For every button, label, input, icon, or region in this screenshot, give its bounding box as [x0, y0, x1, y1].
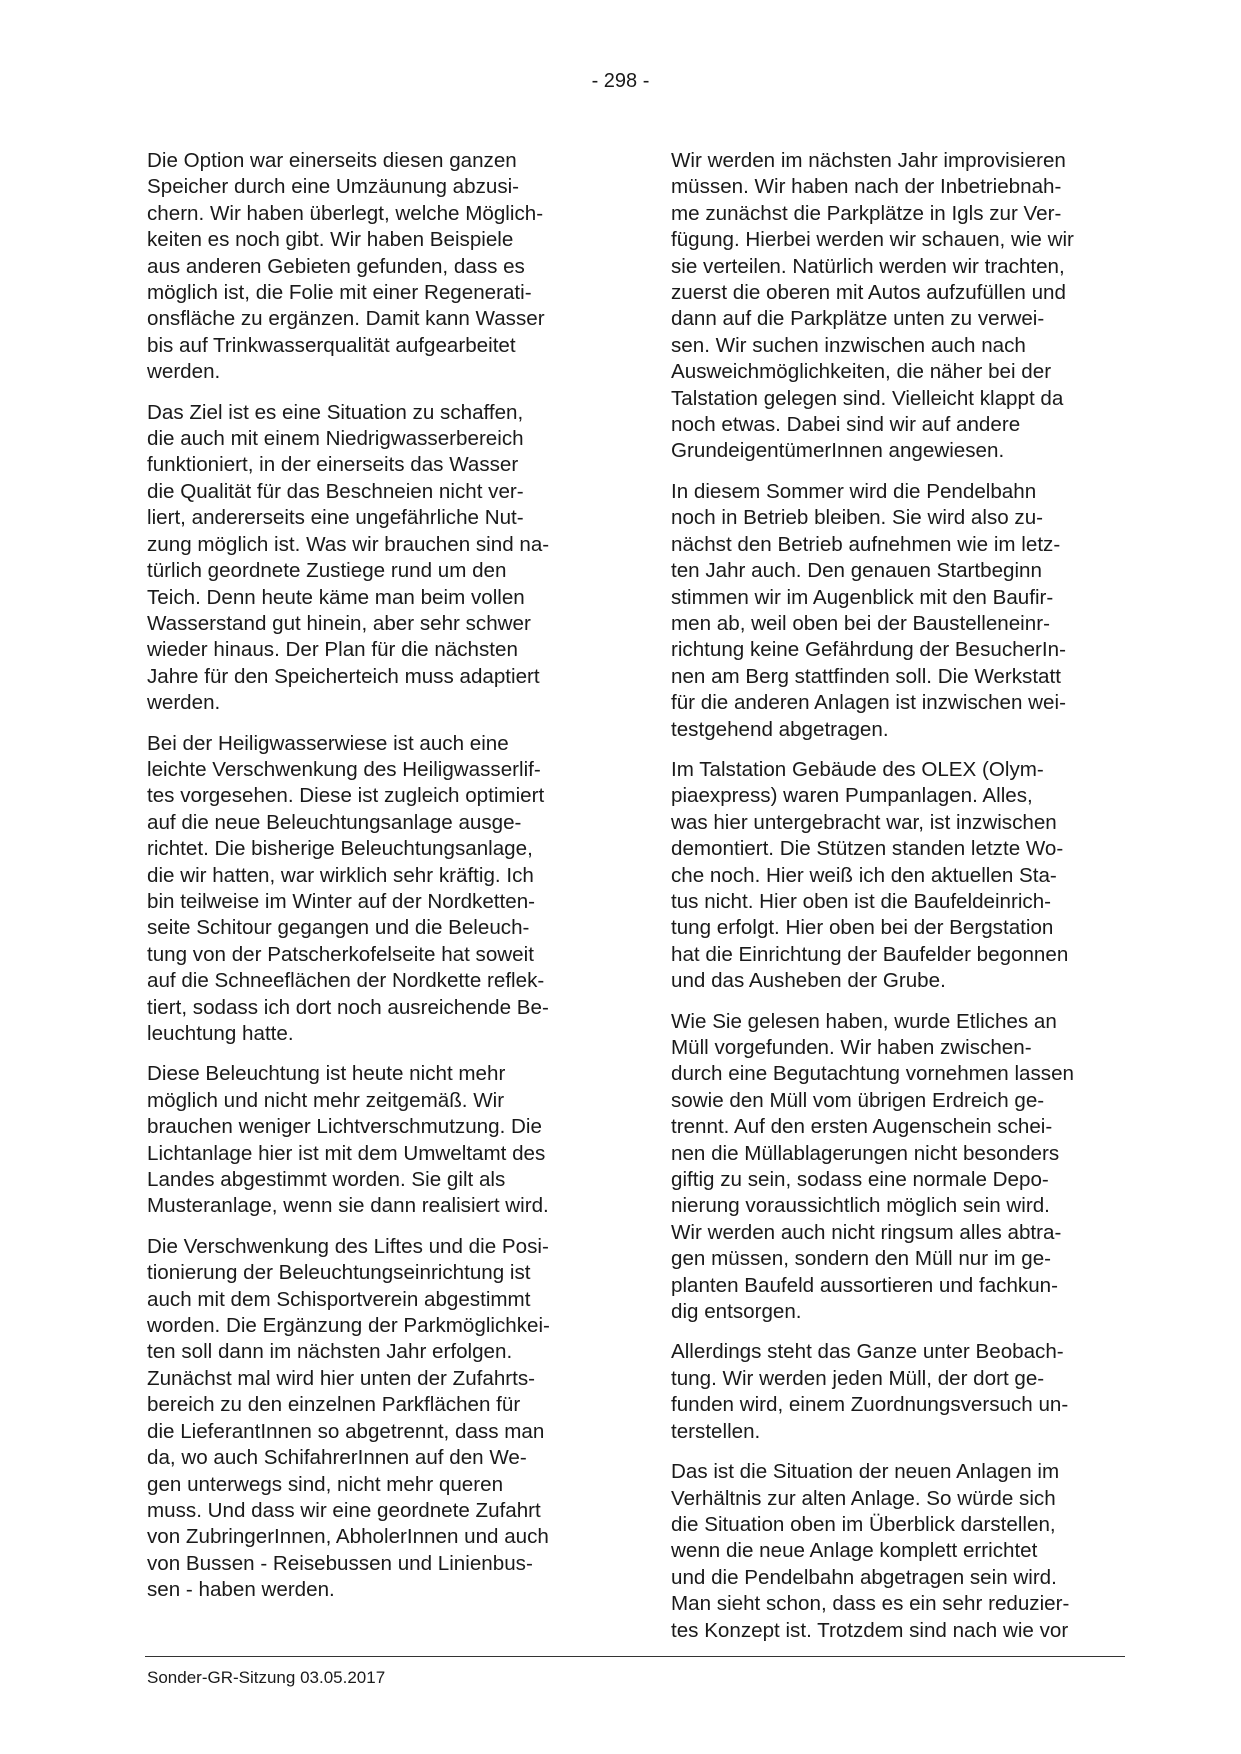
footer-text: Sonder-GR-Sitzung 03.05.2017	[147, 1668, 386, 1687]
paragraph: Diese Beleuchtung ist heute nicht mehr möglich und nicht mehr zeitgemäß. Wir brauchen weniger Lichtverschmutzung. Die Lichtanlage hier ist mit dem Umweltamt des Landes abgestimmt worden. Sie gilt als Musteranlage, wenn sie dann realisiert wird.	[147, 1062, 549, 1218]
paragraph: Die Verschwenkung des Liftes und die Posi- tionierung der Beleuchtungseinrichtung ist auch mit dem Schisportverein abgestimmt worden. Die Ergänzung der Parkmöglichkei- ten soll dann im nächsten Jahr erfolgen. Zunächst mal wird hier unten der Zufahrts- bereich zu den einzelnen Parkflächen für die LieferantInnen so abgetrennt, dass man da, wo auch SchifahrerInnen auf den We- gen unterwegs sind, nicht mehr queren muss. Und dass wir eine geordnete Zufahrt von ZubringerInnen, AbholerInnen und auch von Bussen - Reisebussen und Linienbus- sen - haben werden.	[147, 1234, 550, 1602]
paragraph: Wie Sie gelesen haben, wurde Etliches an Müll vorgefunden. Wir haben zwischen- durch eine Begutachtung vornehmen lassen sowie den Müll vom übrigen Erdreich ge- trennt. Auf den ersten Augenschein schei- nen die Müllablagerungen nicht besonders giftig zu sein, sodass eine normale Depo- nierung voraussichtlich möglich sein wird. Wir werden auch nicht ringsum alles abtra- gen müssen, sondern den Müll nur im ge- planten Baufeld aussortieren und fachkun- dig entsorgen.	[671, 1009, 1074, 1324]
paragraph: In diesem Sommer wird die Pendelbahn noch in Betrieb bleiben. Sie wird also zu- nächst den Betrieb aufnehmen wie im letz- ten Jahr auch. Den genauen Startbeginn stimmen wir im Augenblick mit den Baufir- men ab, weil oben bei der Baustelleneinr- richtung keine Gefährdung der BesucherIn- nen am Berg stattfinden soll. Die Werkstatt für die anderen Anlagen ist inzwischen wei- testgehend abgetragen.	[671, 479, 1066, 741]
paragraph: Wir werden im nächsten Jahr improvisieren müssen. Wir haben nach der Inbetriebnah- me zunächst die Parkplätze in Igls zur Ver- fügung. Hierbei werden wir schauen, wie wir sie verteilen. Natürlich werden wir trachten, zuerst die oberen mit Autos aufzufüllen und dann auf die Parkplätze unten zu verwei- sen. Wir suchen inzwischen auch nach Ausweichmöglichkeiten, die näher bei der Talstation gelegen sind. Vielleicht klappt da noch etwas. Dabei sind wir auf andere GrundeigentümerInnen angewiesen.	[671, 149, 1074, 463]
paragraph: Im Talstation Gebäude des OLEX (Olym- piaexpress) waren Pumpanlagen. Alles, was hier untergebracht war, ist inzwischen demontiert. Die Stützen standen letzte Wo- che noch. Hier weiß ich den aktuellen Sta- tus nicht. Hier oben ist die Baufeldeinrich- tung erfolgt. Hier oben bei der Bergstation hat die Einrichtung der Baufelder begonnen und das Ausheben der Grube.	[671, 757, 1069, 993]
paragraph: Das ist die Situation der neuen Anlagen im Verhältnis zur alten Anlage. So würde sich die Situation oben im Überblick darstellen, wenn die neue Anlage komplett errichtet und die Pendelbahn abgetragen sein wird. Man sieht schon, dass es ein sehr reduzier- tes Konzept ist. Trotzdem sind nach wie vor	[671, 1460, 1070, 1642]
left-column	[147, 148, 599, 1618]
footer-divider	[145, 1656, 1125, 1657]
paragraph: Die Option war einerseits diesen ganzen Speicher durch eine Umzäunung abzusi- chern. Wir haben überlegt, welche Möglich- keiten es noch gibt. Wir haben Beispiele aus anderen Gebieten gefunden, dass es möglich ist, die Folie mit einer Regenerati- onsfläche zu ergänzen. Damit kann Wasser bis auf Trinkwasserqualität aufgearbeitet werden.	[147, 149, 545, 384]
right-column	[671, 148, 1123, 1658]
paragraph: Das Ziel ist es eine Situation zu schaffen, die auch mit einem Niedrigwasserbereich funktioniert, in der einerseits das Wasser die Qualität für das Beschneien nicht ver- liert, andererseits eine ungefährliche Nut- zung möglich ist. Was wir brauchen sind na- türlich geordnete Zustiege rund um den Teich. Denn heute käme man beim vollen Wasserstand gut hinein, aber sehr schwer wieder hinaus. Der Plan für die nächsten Jahre für den Speicherteich muss adaptiert werden.	[147, 400, 550, 715]
paragraph: Allerdings steht das Ganze unter Beobach- tung. Wir werden jeden Müll, der dort ge- funden wird, einem Zuordnungsversuch un- terstellen.	[671, 1340, 1069, 1443]
paragraph: Bei der Heiligwasserwiese ist auch eine leichte Verschwenkung des Heiligwasserlif- tes vorgesehen. Diese ist zugleich optimiert auf die neue Beleuchtungsanlage ausge- richtet. Die bisherige Beleuchtungsanlage, die wir hatten, war wirklich sehr kräftig. Ich bin teilweise im Winter auf der Nordketten- seite Schitour gegangen und die Beleuch- tung von der Patscherkofelseite hat soweit auf die Schneeflächen der Nordkette reflek- tiert, sodass ich dort noch ausreichende Be- leuchtung hatte.	[147, 731, 549, 1045]
page-number: - 298 -	[591, 70, 650, 92]
